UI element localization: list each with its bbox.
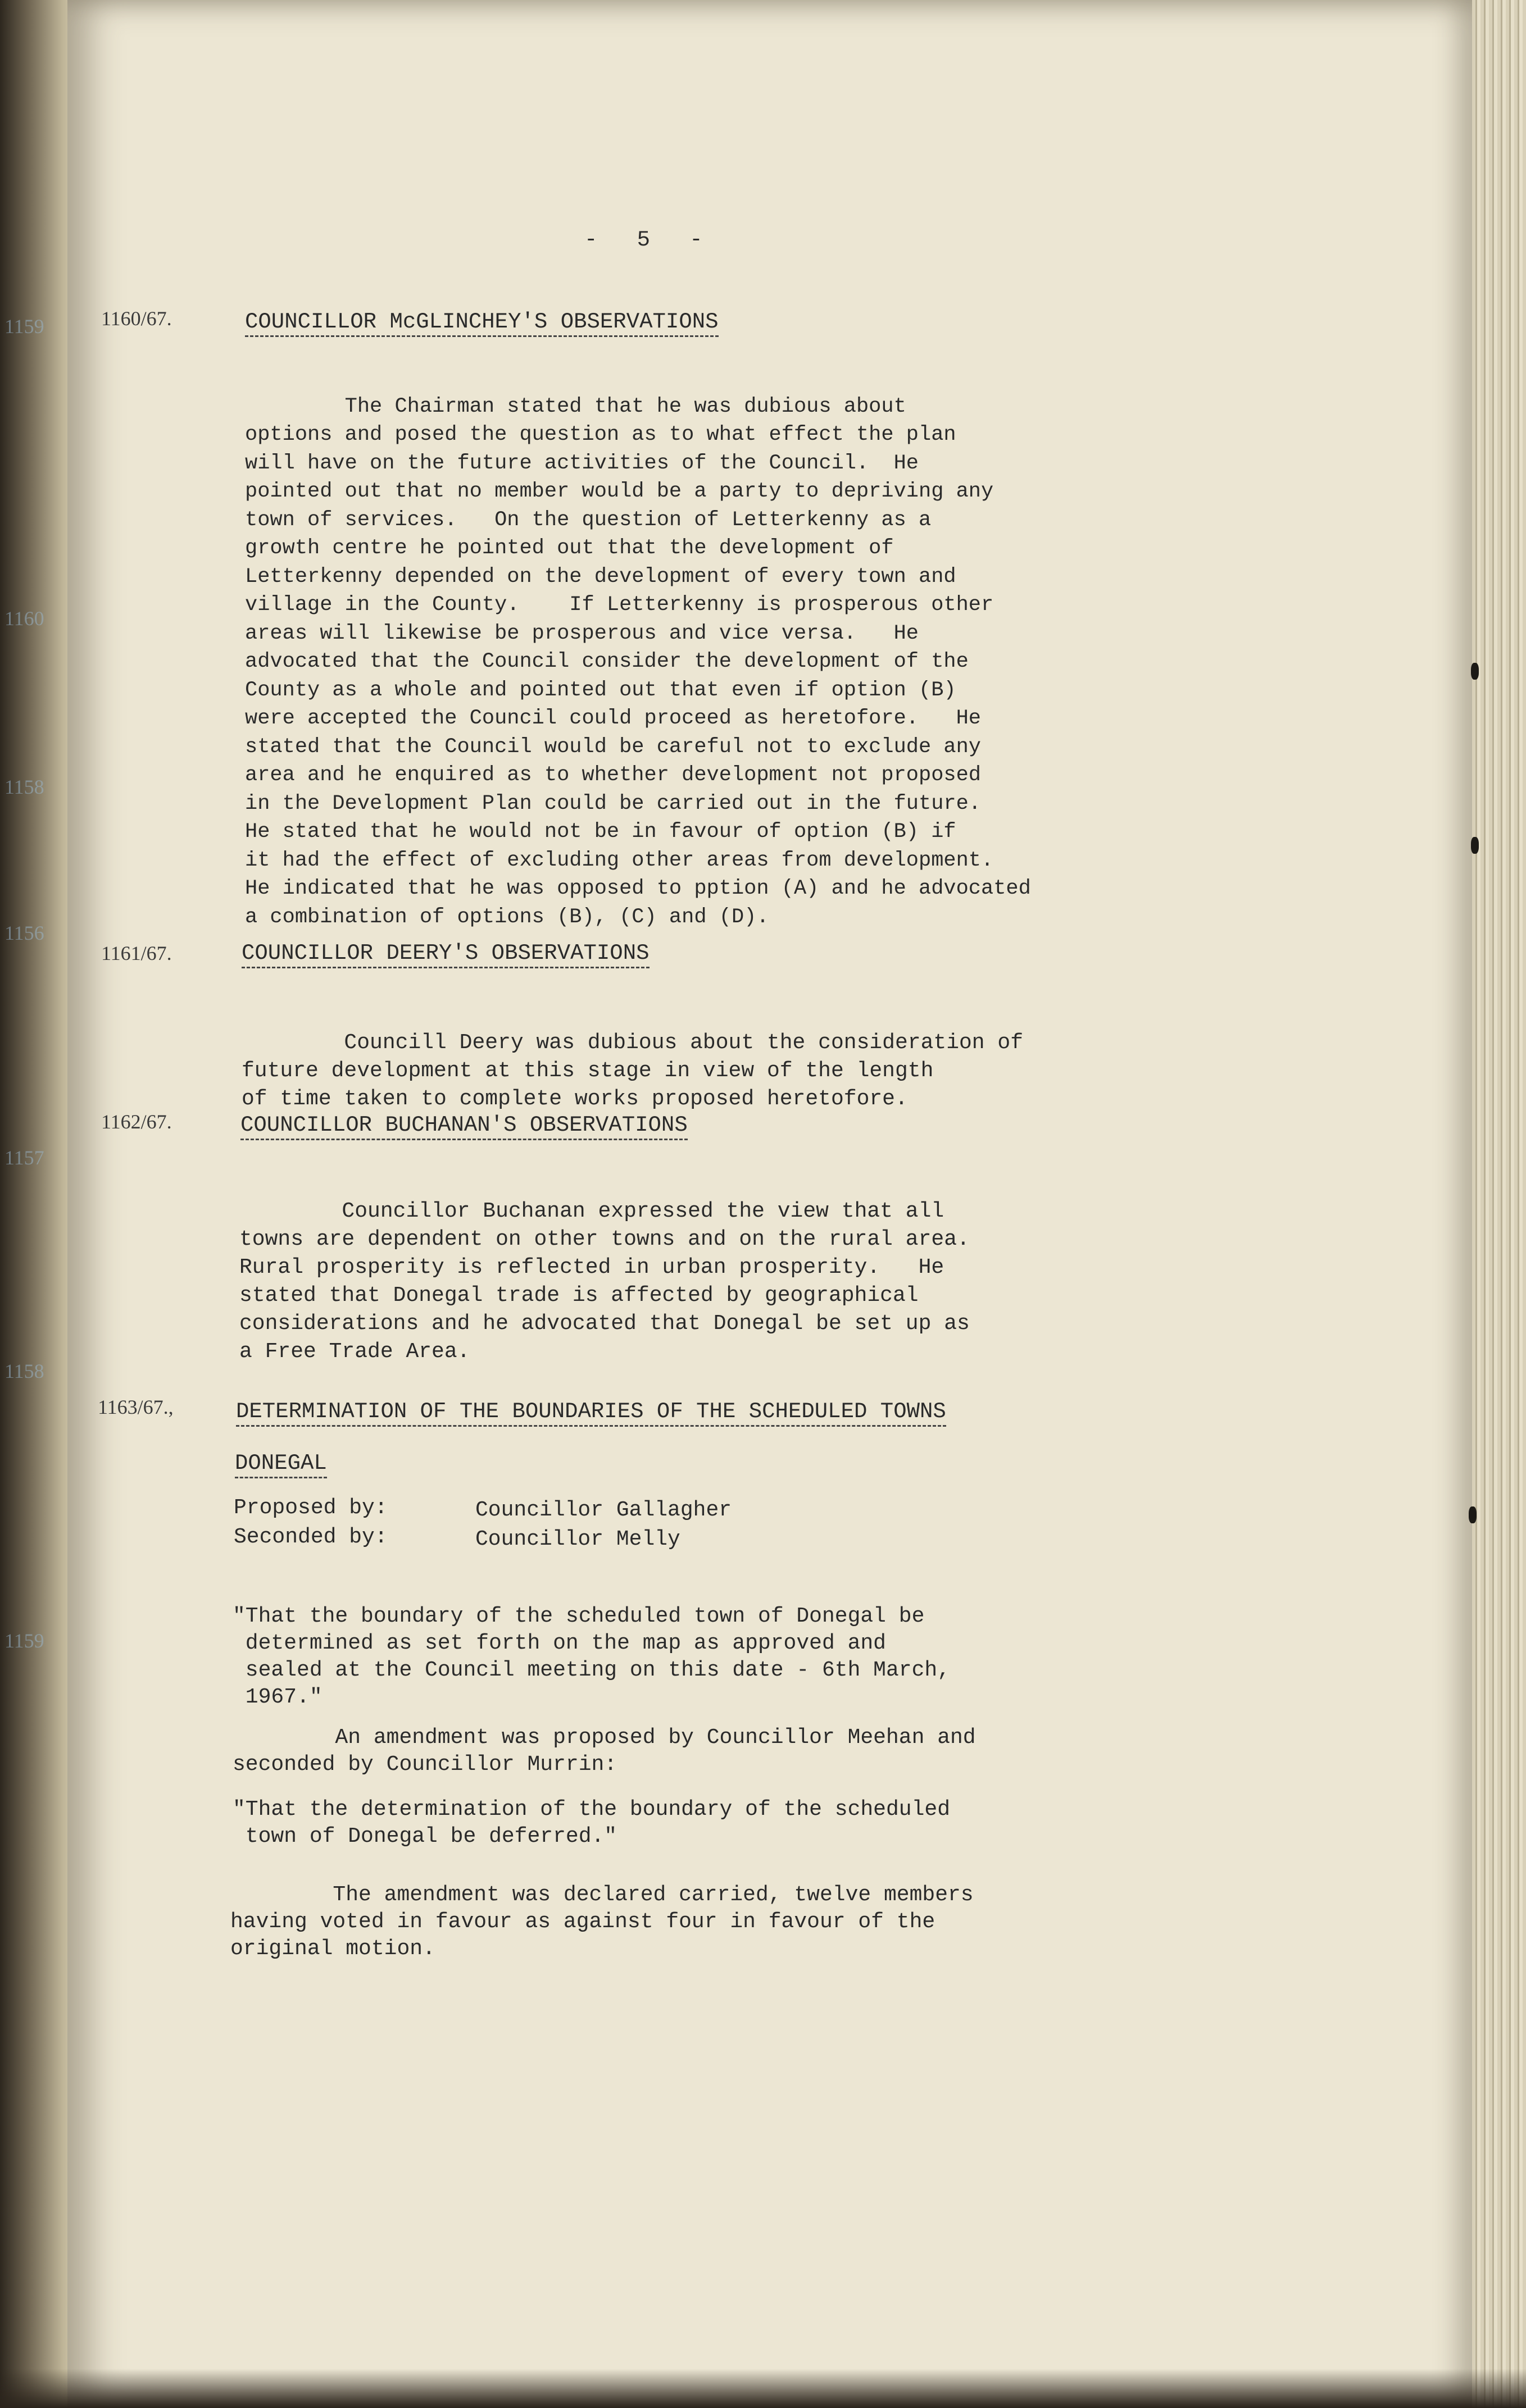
- body-line: original motion.: [230, 1937, 435, 1961]
- ghost-margin-mark: 1157: [4, 1146, 44, 1169]
- body-line: a Free Trade Area.: [239, 1340, 470, 1364]
- body-line: areas will likewise be prosperous and vice versa. He: [245, 621, 919, 645]
- ghost-margin-mark: 1158: [4, 776, 44, 798]
- section-subheading: DONEGAL: [235, 1451, 327, 1478]
- body-line: town of Donegal be deferred.": [233, 1824, 617, 1849]
- result-text: [230, 1855, 974, 1990]
- body-line: area and he enquired as to whether development not proposed: [245, 763, 982, 787]
- body-line: growth centre he pointed out that the development of: [245, 536, 894, 560]
- body-line: advocated that the Council consider the development of the: [245, 650, 969, 673]
- section-body: [239, 1169, 970, 1394]
- body-line: "That the determination of the boundary of the scheduled: [233, 1797, 951, 1822]
- page-edges-right: [1472, 0, 1526, 2408]
- minute-ref: 1162/67.: [101, 1110, 172, 1133]
- seconded-label: Seconded by:: [234, 1525, 388, 1549]
- body-line: having voted in favour as against four in favour of the: [230, 1910, 935, 1934]
- body-line: pointed out that no member would be a party to depriving any: [245, 480, 994, 503]
- ghost-margin-mark: 1160: [4, 607, 44, 630]
- body-line: He indicated that he was opposed to pption (A) and he advocated: [245, 877, 1031, 900]
- section-heading: COUNCILLOR McGLINCHEY'S OBSERVATIONS: [245, 309, 719, 337]
- seconded-value: Councillor Melly: [475, 1527, 680, 1551]
- minute-ref: 1163/67.,: [98, 1396, 174, 1418]
- book-binding-left: [0, 0, 79, 2408]
- body-line: Letterkenny depended on the development of every town and: [245, 565, 956, 589]
- body-line: "That the boundary of the scheduled town of Donegal be: [233, 1604, 925, 1628]
- body-line: of time taken to complete works proposed heretofore.: [242, 1087, 908, 1111]
- body-line: The amendment was declared carried, twelve members: [230, 1883, 974, 1907]
- section-heading: COUNCILLOR BUCHANAN'S OBSERVATIONS: [240, 1113, 688, 1140]
- page-number: - 5 -: [584, 227, 703, 252]
- body-line: Councill Deery was dubious about the consideration of: [242, 1031, 1024, 1055]
- body-line: 1967.": [233, 1685, 323, 1709]
- body-line: a combination of options (B), (C) and (D).: [245, 905, 769, 929]
- ghost-margin-mark: 1159: [4, 315, 44, 338]
- body-line: stated that the Council would be careful not to exclude any: [245, 735, 982, 759]
- binding-hole: [1469, 1506, 1477, 1523]
- body-line: will have on the future activities of the Council. He: [245, 451, 919, 475]
- body-line: towns are dependent on other towns and on the rural area.: [239, 1227, 970, 1251]
- page-bottom-shadow: [0, 2369, 1526, 2408]
- body-line: Councillor Buchanan expressed the view that all: [239, 1199, 944, 1223]
- binding-hole: [1471, 837, 1479, 854]
- minute-ref: 1161/67.: [101, 942, 172, 964]
- proposed-label: Proposed by:: [234, 1496, 388, 1520]
- ghost-margin-mark: 1158: [4, 1360, 44, 1382]
- section-body: [245, 364, 1031, 960]
- proposed-value: Councillor Gallagher: [475, 1498, 732, 1522]
- body-line: future development at this stage in view of the length: [242, 1059, 934, 1083]
- body-line: County as a whole and pointed out that even if option (B): [245, 678, 956, 702]
- body-line: were accepted the Council could proceed as heretofore. He: [245, 707, 982, 730]
- ghost-margin-mark: 1156: [4, 922, 44, 944]
- body-line: He stated that he would not be in favour of option (B) if: [245, 820, 956, 844]
- body-line: town of services. On the question of Letterkenny as a: [245, 508, 932, 532]
- binding-hole: [1471, 663, 1479, 680]
- body-line: The Chairman stated that he was dubious about: [245, 394, 906, 418]
- section-heading: DETERMINATION OF THE BOUNDARIES OF THE SCHEDULED TOWNS: [236, 1399, 946, 1427]
- body-line: in the Development Plan could be carried out in the future.: [245, 791, 982, 816]
- body-line: considerations and he advocated that Donegal be set up as: [239, 1312, 970, 1336]
- body-line: it had the effect of excluding other areas from development.: [245, 848, 994, 872]
- body-line: sealed at the Council meeting on this date - 6th March,: [233, 1658, 951, 1682]
- section-heading: COUNCILLOR DEERY'S OBSERVATIONS: [242, 941, 650, 968]
- body-line: seconded by Councillor Murrin:: [233, 1752, 617, 1777]
- body-line: determined as set forth on the map as approved and: [233, 1631, 886, 1655]
- ghost-margin-mark: 1159: [4, 1629, 44, 1652]
- minute-ref: 1160/67.: [101, 307, 172, 330]
- body-line: options and posed the question as to what effect the plan: [245, 423, 956, 447]
- body-line: village in the County. If Letterkenny is prosperous other: [245, 593, 994, 617]
- body-line: Rural prosperity is reflected in urban prosperity. He: [239, 1255, 944, 1280]
- body-line: An amendment was proposed by Councillor Meehan and: [233, 1726, 976, 1750]
- body-line: stated that Donegal trade is affected by geographical: [239, 1283, 919, 1308]
